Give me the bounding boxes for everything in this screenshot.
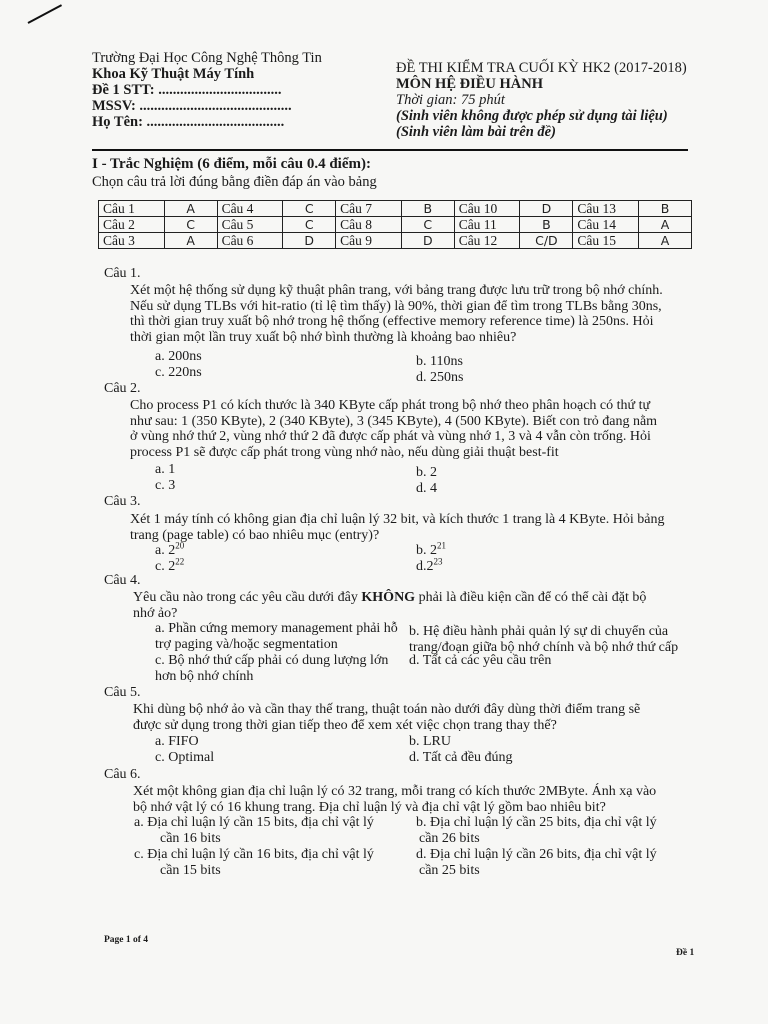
q4-text [133, 590, 646, 621]
q4-option-a [155, 621, 398, 652]
q5-option-b: b. LRU [409, 734, 451, 749]
answer-question-label: Câu 15 [573, 233, 639, 249]
exam-time: Thời gian: 75 phút [396, 92, 505, 108]
q2-label: Câu 2. [104, 381, 141, 396]
q3-option-d [416, 556, 443, 575]
q4-line-post: phải là điều kiện cần để có thể cài đặt bộ [415, 590, 647, 605]
mssv-field: MSSV: .......................................... [92, 98, 292, 114]
q4-option-d: d. Tất cả các yêu cầu trên [409, 653, 552, 668]
page-number: Page 1 of 4 [104, 935, 149, 945]
answer-handwritten-cell[interactable]: C [401, 217, 454, 233]
q6-option-b-line: b. Địa chỉ luận lý cần 25 bits, địa chỉ vật lý [416, 815, 657, 830]
q4-option-c-line: hơn bộ nhớ chính [155, 668, 254, 684]
subject-title: MÔN HỆ ĐIỀU HÀNH [396, 76, 544, 92]
answer-question-label: Câu 13 [573, 201, 639, 217]
q4-option-b [409, 624, 678, 655]
q3-option-b-base: b. 2 [416, 543, 437, 558]
q6-option-a [134, 815, 374, 846]
q4-option-c-line: c. Bộ nhớ thứ cấp phải có dung lượng lớn [155, 653, 389, 668]
pen-stroke-mark [28, 4, 62, 24]
q6-label: Câu 6. [104, 767, 141, 782]
answer-handwritten-cell[interactable]: C/D [520, 233, 573, 249]
q3-option-a-exp: 20 [175, 540, 185, 551]
section-title: I - Trắc Nghiệm (6 điểm, mỗi câu 0.4 điểm): [92, 156, 371, 172]
q4-option-a-line: a. Phần cứng memory management phải hỗ [155, 621, 398, 636]
q6-option-c-line: cần 15 bits [160, 862, 221, 878]
school-name: Trường Đại Học Công Nghệ Thông Tin [92, 50, 322, 66]
q4-option-b-line: trang/đoạn giữa bộ nhớ chính và bộ nhớ thứ cấp [409, 639, 679, 655]
q4-keyword-not: KHÔNG [361, 590, 416, 605]
answer-handwritten-cell[interactable]: A [639, 233, 692, 249]
q2-option-a: a. 1 [155, 462, 176, 477]
answer-table-row [99, 217, 692, 233]
q1-text [130, 283, 663, 345]
answer-question-label: Câu 7 [336, 201, 402, 217]
q4-line-pre: Yêu cầu nào trong các yêu cầu dưới đây [133, 590, 362, 605]
q2-line: như sau: 1 (350 KByte), 2 (340 KByte), 3 (345 KByte), 4 (500 KByte). Biết con trỏ đang nằm [130, 413, 658, 429]
q1-option-d: d. 250ns [416, 370, 464, 385]
answer-question-label: Câu 11 [454, 217, 520, 233]
answer-handwritten-cell[interactable]: A [639, 217, 692, 233]
q1-line: Xét một hệ thống sử dụng kỹ thuật phân trang, với bảng trang được lưu trữ trong bộ nhớ chính. [130, 283, 663, 298]
q1-label: Câu 1. [104, 266, 141, 281]
answer-question-label: Câu 1 [99, 201, 165, 217]
note-no-documents: (Sinh viên không được phép sử dụng tài liệu) [396, 108, 668, 124]
header-right [396, 60, 687, 140]
q6-option-d [416, 847, 657, 878]
answer-handwritten-cell[interactable]: B [520, 217, 573, 233]
answer-table-row [99, 201, 692, 217]
answer-question-label: Câu 5 [217, 217, 283, 233]
answer-table [98, 200, 692, 249]
q6-option-b-line: cần 26 bits [419, 830, 480, 846]
q6-text [133, 784, 656, 815]
q6-option-d-line: d. Địa chỉ luận lý cần 26 bits, địa chỉ vật lý [416, 847, 657, 862]
q2-option-c: c. 3 [155, 478, 176, 493]
answer-handwritten-cell[interactable]: A [164, 233, 217, 249]
answer-question-label: Câu 12 [454, 233, 520, 249]
q3-option-c [155, 556, 185, 575]
answer-handwritten-cell[interactable]: D [520, 201, 573, 217]
answer-handwritten-cell[interactable]: D [401, 233, 454, 249]
q6-option-a-line: cần 16 bits [160, 830, 221, 846]
q1-line: thời gian một lần truy xuất bộ nhớ bình thường là khoảng bao nhiêu? [130, 329, 517, 345]
q6-option-d-line: cần 25 bits [419, 862, 480, 878]
q2-option-b: b. 2 [416, 465, 437, 480]
q3-option-c-base: c. 2 [155, 559, 176, 574]
q3-line: trang (page table) có bao nhiêu mục (entry)? [130, 527, 380, 543]
q5-label: Câu 5. [104, 685, 141, 700]
q4-option-a-line: trợ paging và/hoặc segmentation [155, 636, 338, 652]
q4-line: nhớ ảo? [133, 605, 178, 621]
q3-text [130, 512, 664, 543]
answer-question-label: Câu 3 [99, 233, 165, 249]
q6-option-b [416, 815, 657, 846]
exam-code-footer: Đề 1 [676, 948, 695, 958]
answer-handwritten-cell[interactable]: A [164, 201, 217, 217]
answer-handwritten-cell[interactable]: C [164, 217, 217, 233]
answer-handwritten-cell[interactable]: B [639, 201, 692, 217]
q4-option-b-line: b. Hệ điều hành phải quản lý sự di chuyển của [409, 624, 669, 639]
q6-line: Xét một không gian địa chỉ luận lý có 32 trang, mỗi trang có kích thước 2MByte. Ánh xạ vào [133, 784, 657, 799]
q2-text [130, 398, 657, 460]
q6-option-a-line: a. Địa chỉ luận lý cần 15 bits, địa chỉ vật lý [134, 815, 374, 830]
q3-option-d-base: d.2 [416, 559, 434, 574]
q3-option-d-exp: 23 [433, 556, 443, 567]
answer-question-label: Câu 2 [99, 217, 165, 233]
q1-line: Nếu sử dụng TLBs với hit-ratio (tỉ lệ tìm thấy) là 90%, thời gian để tìm trong TLBs bằng 30ns, [130, 298, 662, 314]
q1-option-c: c. 220ns [155, 365, 202, 380]
q6-option-c [134, 847, 374, 878]
note-answer-on-paper: (Sinh viên làm bài trên đề) [396, 124, 556, 140]
answer-question-label: Câu 6 [217, 233, 283, 249]
q3-option-c-exp: 22 [175, 556, 185, 567]
answer-handwritten-cell[interactable]: D [283, 233, 336, 249]
section-instruction: Chọn câu trả lời đúng bằng điền đáp án vào bảng [92, 174, 377, 190]
q5-line: được sử dụng trong thời gian tiếp theo để xem xét việc chọn trang thay thế? [133, 717, 557, 733]
q1-line: thì thời gian truy xuất bộ nhớ trong hệ thống (effective memory reference time) là 250ns. Hỏi [130, 314, 654, 329]
answer-question-label: Câu 8 [336, 217, 402, 233]
q1-option-b: b. 110ns [416, 354, 463, 369]
q5-line: Khi dùng bộ nhớ ảo và cần thay thế trang, thuật toán nào dưới đây dùng thời điểm trang sẽ [133, 702, 641, 717]
exam-title: ĐỀ THI KIỂM TRA CUỐI KỲ HK2 (2017-2018) [396, 60, 687, 76]
q5-option-c: c. Optimal [155, 750, 215, 765]
q4-option-c [155, 653, 388, 684]
q5-option-a: a. FIFO [155, 734, 199, 749]
q3-line: Xét 1 máy tính có không gian địa chỉ luận lý 32 bit, và kích thước 1 trang là 4 KByte. Hỏi bảng [130, 512, 665, 527]
answer-handwritten-cell[interactable]: C [283, 217, 336, 233]
answer-question-label: Câu 4 [217, 201, 283, 217]
q2-line: Cho process P1 có kích thước là 340 KByte cấp phát trong bộ nhớ theo phân hoạch có thứ tự [130, 398, 651, 413]
q1-option-a: a. 200ns [155, 349, 202, 364]
answer-question-label: Câu 14 [573, 217, 639, 233]
q3-label: Câu 3. [104, 494, 141, 509]
q3-option-a-base: a. 2 [155, 543, 176, 558]
answer-question-label: Câu 10 [454, 201, 520, 217]
q6-line: bộ nhớ vật lý có 16 khung trang. Địa chỉ luận lý và địa chỉ vật lý gồm bao nhiêu bit? [133, 799, 606, 815]
q2-line: ở vùng nhớ thứ 2, vùng nhớ thứ 2 đã được cấp phát và vùng nhớ 1, 3 và 4 vẫn còn trống. Hỏi [130, 429, 651, 444]
q4-label: Câu 4. [104, 573, 141, 588]
header-divider [92, 149, 688, 151]
q2-line: process P1 sẽ được cấp phát trong vùng nhớ nào, nếu dùng giải thuật best-fit [130, 444, 559, 460]
answer-question-label: Câu 9 [336, 233, 402, 249]
faculty-name: Khoa Kỹ Thuật Máy Tính [92, 66, 255, 82]
q6-option-c-line: c. Địa chỉ luận lý cần 16 bits, địa chỉ vật lý [134, 847, 374, 862]
q3-option-b-exp: 21 [437, 540, 446, 551]
answer-handwritten-cell[interactable]: C [283, 201, 336, 217]
answer-table-row [99, 233, 692, 249]
q2-option-d: d. 4 [416, 481, 437, 496]
q5-option-d: d. Tất cả đều đúng [409, 750, 513, 765]
q5-text [133, 702, 640, 733]
header-left [92, 50, 322, 130]
exam-code-stt: Đề 1 STT: .................................. [92, 82, 282, 98]
answer-handwritten-cell[interactable]: B [401, 201, 454, 217]
name-field: Họ Tên: ...................................... [92, 114, 285, 130]
